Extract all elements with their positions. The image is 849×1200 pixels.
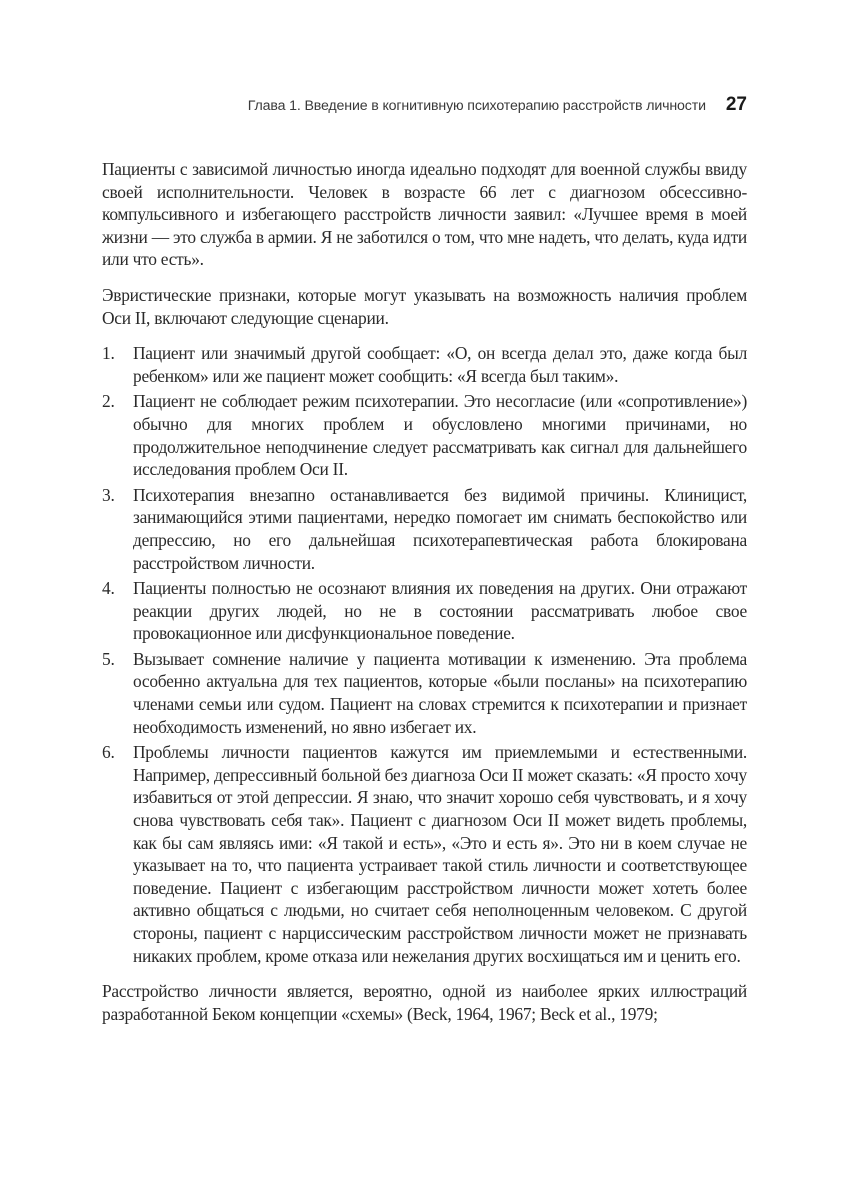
running-header [102,94,747,120]
list-item-text: Пациенты полностью не осознают влияния их поведения на других. Они отражают реакции других людей, но не в состоянии рассматривать любое свое провокационное или дисфункциональное поведение. [133,578,747,644]
list-item-text: Психотерапия внезапно останавливается без видимой причины. Клиницист, занимающийся этими пациентами, нередко помогает им снимать беспокойство или депрессию, но его дальнейшая психотерапевтическая работа блокирована расстройством личности. [133,484,747,573]
list-item [102,577,747,645]
list-number: 6. [102,742,115,763]
heuristic-signs-list [102,342,747,967]
paragraph-schema-concept: Расстройство личности является, вероятно, одной из наиболее ярких иллюстраций разработанной Беком концепции «схемы» (Beck, 1964, 1967; Beck et al., 1979; [102,981,747,1024]
list-number: 2. [102,391,115,412]
chapter-title: Глава 1. Введение в когнитивную психотерапию расстройств личности [247,98,706,114]
list-item-text: Пациент не соблюдает режим психотерапии. Это несогласие (или «сопротивление») обычно для многих проблем и обусловлено многими причинами, но продолжительное неподчинение следует рассматривать как сигнал для дальнейшего исследования проблем Оси II. [133,391,747,480]
list-item [102,484,747,574]
body-text [102,158,747,1038]
list-item [102,390,747,480]
list-item [102,648,747,738]
list-number: 4. [102,578,115,599]
list-item-text: Вызывает сомнение наличие у пациента мотивации к изменению. Эта проблема особенно актуальна для тех пациентов, которые «были посланы» на психотерапию членами семьи или судом. Пациент на словах стремится к психотерапии и признает необходимость изменений, но явно избегает их. [133,648,747,737]
list-item-text: Пациент или значимый другой сообщает: «О, он всегда делал это, даже когда был ребенком» или же пациент может сообщить: «Я всегда был таким». [133,343,747,386]
list-number: 5. [102,648,115,669]
list-item [102,741,747,967]
paragraph-dependent-personality: Пациенты с зависимой личностью иногда идеально подходят для военной службы ввиду своей исполнительности. Человек в возрасте 66 лет с диагнозом обсессивно-компульсивного и избегающего расстройств личности заявил: «Лучшее время в моей жизни — это служба в армии. Я не заботился о том, что мне надеть, что делать, куда идти или что есть». [102,159,747,270]
page-number: 27 [725,94,747,115]
list-number: 1. [102,343,115,364]
list-number: 3. [102,484,115,505]
paragraph-heuristic-signs: Эвристические признаки, которые могут указывать на возможность наличия проблем Оси II, включают следующие сценарии. [102,284,747,328]
list-item-text: Проблемы личности пациентов кажутся им приемлемыми и естественными. Например, депрессивный больной без диагноза Оси II может сказать: «Я просто хочу избавиться от этой депрессии. Я знаю, что значит хорошо себя чувствовать, и я хочу снова чувствовать себя так». Пациент с диагнозом Оси II может видеть проблемы, как бы сам являясь ими: «Я такой и есть», «Это и есть я». Это ни в коем случае не указывает на то, что пациента устраивает такой стиль личности и соответствующее поведение. Пациент с избегающим расстройством личности может хотеть более активно общаться с людьми, но считает себя неполноценным человеком. С другой стороны, пациент с нарциссическим расстройством личности может не признавать никаких проблем, кроме отказа или нежелания других восхищаться им и ценить его. [133,742,747,966]
list-item [102,342,747,387]
